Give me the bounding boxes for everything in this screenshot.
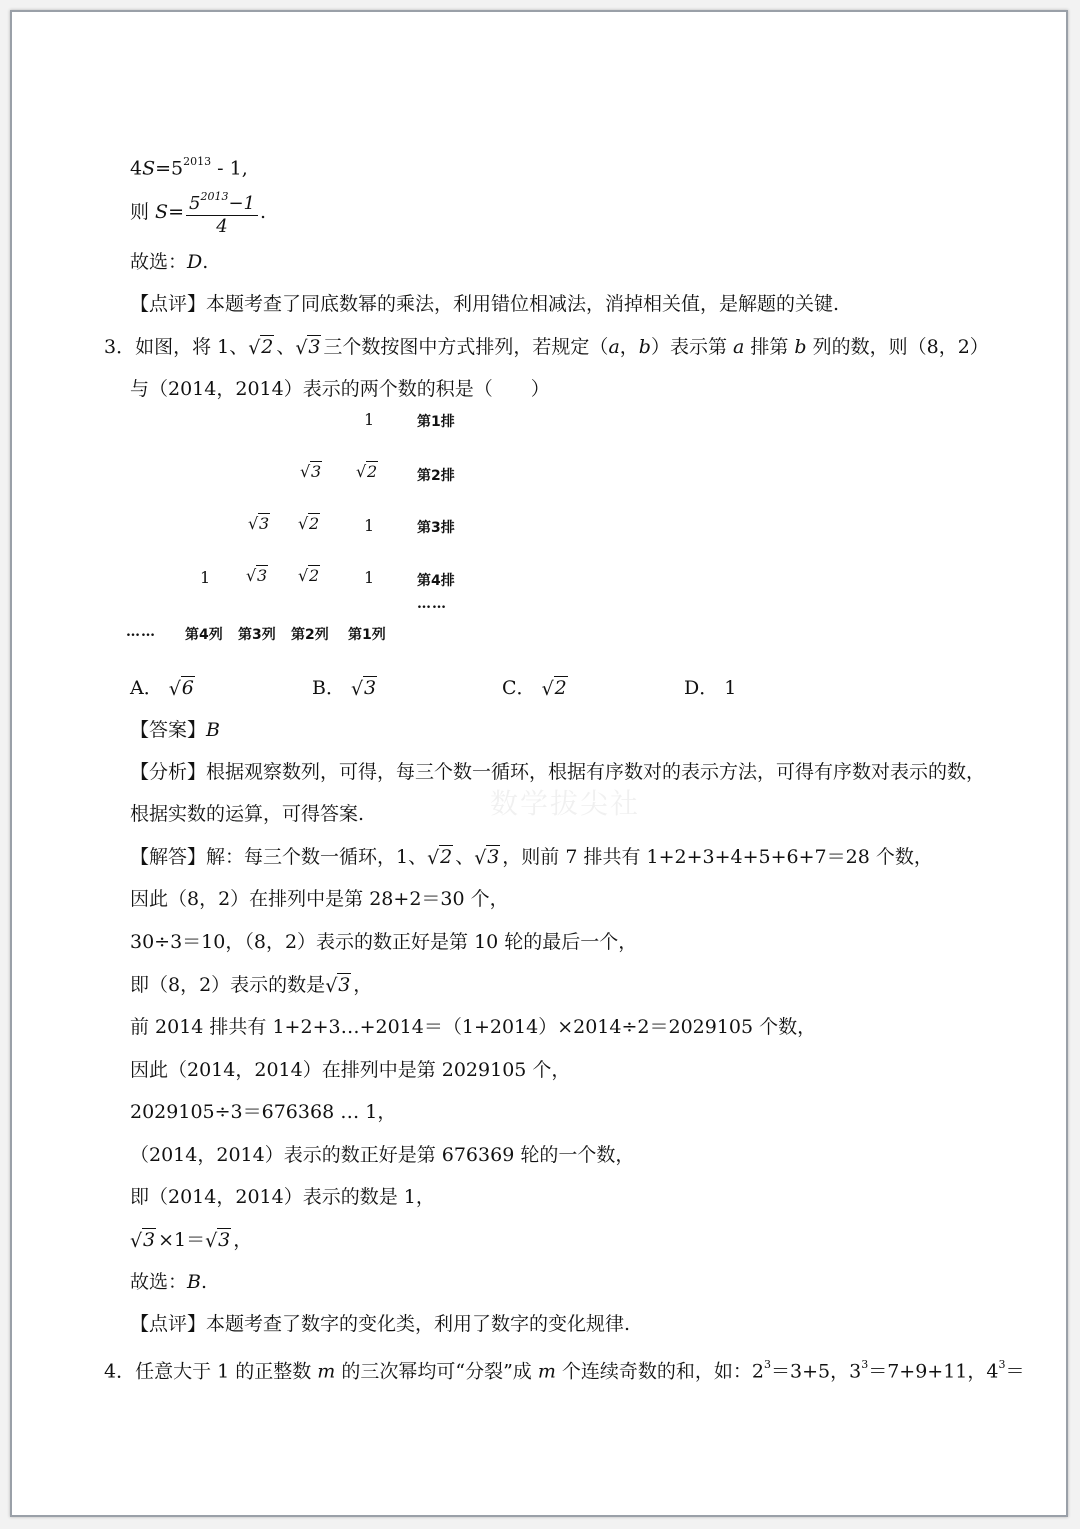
fraction: $\frac{5^{2013}-1}{4}$	[186, 188, 258, 238]
equation-4s: $4S=5^{2013} - 1$,	[130, 155, 248, 180]
fig-col-1-label: 第1列	[348, 627, 386, 643]
review-1: 【点评】本题考查了同底数幂的乘法，利用错位相减法，消掉相关值，是解题的关键.	[130, 293, 840, 315]
solution-line-7: 2029105÷3＝676368 … 1，	[130, 1101, 397, 1123]
fig-r3c2: √ 2	[298, 514, 320, 533]
fig-col-3-label: 第3列	[238, 627, 276, 643]
question-4-line-1: 4．任意大于 1 的正整数 m 的三次幂均可“分裂”成 m 个连续奇数的和，如：$2^3=3+5$，$3^3=7+9+11$，$4^3=$	[104, 1358, 1025, 1383]
solution-line-1: 【解答】解：每三个数一循环，1、 √ 2 、 √ 3 ，则前 7 排共有 1+2+3+4+5+6+7＝28 个数，	[130, 846, 933, 869]
watermark: 数学拔尖社	[490, 787, 641, 820]
fig-r4c3: √ 3	[246, 566, 268, 585]
fig-row-3-label: 第3排	[417, 520, 455, 536]
fig-row-4-label: 第4排	[417, 573, 455, 589]
option-c[interactable]: C． √ 2	[502, 677, 567, 700]
fig-r1c1: 1	[364, 410, 375, 429]
fig-r2c1: √ 2	[356, 462, 378, 481]
solution-line-2: 因此（8，2）在排列中是第 28+2＝30 个，	[130, 888, 509, 910]
fig-row-1-label: 第1排	[417, 414, 455, 430]
option-b[interactable]: B． √ 3	[312, 677, 377, 700]
solution-line-5: 前 2014 排共有 1+2+3…+2014＝（1+2014）×2014÷2＝2029105 个数，	[130, 1016, 817, 1038]
answer-line: 【答案】B	[130, 719, 220, 741]
fig-r3c1: 1	[364, 516, 375, 535]
solution-line-11: 故选：B.	[130, 1271, 208, 1293]
fig-col-2-label: 第2列	[291, 627, 329, 643]
fig-col-4-label: 第4列	[185, 627, 223, 643]
analysis-line-1: 【分析】根据观察数列，可得，每三个数一循环，根据有序数对的表示方法，可得有序数对表示的数，	[130, 761, 986, 783]
solution-line-6: 因此（2014，2014）在排列中是第 2029105 个，	[130, 1059, 571, 1081]
choice-d-line: 故选：D.	[130, 251, 209, 273]
document-page	[10, 10, 1068, 1517]
analysis-line-2: 根据实数的运算，可得答案.	[130, 803, 365, 825]
solution-line-4: 即（8，2）表示的数是 √ 3 ，	[130, 974, 373, 997]
question-3-line-2: 与（2014，2014）表示的两个数的积是（ ）	[130, 378, 550, 400]
review-2: 【点评】本题考查了数字的变化类，利用了数字的变化规律.	[130, 1313, 631, 1335]
solution-line-9: 即（2014，2014）表示的数是 1，	[130, 1186, 435, 1208]
fig-row-ellipsis: ……	[417, 596, 447, 612]
question-3-line-1: 3．如图，将 1、 √ 2 、 √ 3 三个数按图中方式排列，若规定（a，b）表示第 a 排第 b 列的数，则（8，2）	[104, 336, 989, 359]
equation-s-fraction: 则 S= $\frac{5^{2013}-1}{4}$ .	[130, 190, 267, 237]
solution-line-10: √ 3 ×1＝ √ 3 ，	[130, 1229, 253, 1252]
fig-r4c2: √ 2	[298, 566, 320, 585]
fig-r3c3: √ 3	[248, 514, 270, 533]
option-a[interactable]: A． √ 6	[130, 677, 194, 700]
solution-line-3: 30÷3＝10，（8，2）表示的数正好是第 10 轮的最后一个，	[130, 931, 638, 953]
fig-r4c4: 1	[200, 568, 211, 587]
solution-line-8: （2014，2014）表示的数正好是第 676369 轮的一个数，	[130, 1144, 635, 1166]
fig-row-2-label: 第2排	[417, 468, 455, 484]
fig-r4c1: 1	[364, 568, 375, 587]
option-d[interactable]: D． 1	[684, 677, 737, 699]
fig-r2c2: √ 3	[300, 462, 322, 481]
fig-col-ellipsis: ……	[126, 624, 156, 640]
